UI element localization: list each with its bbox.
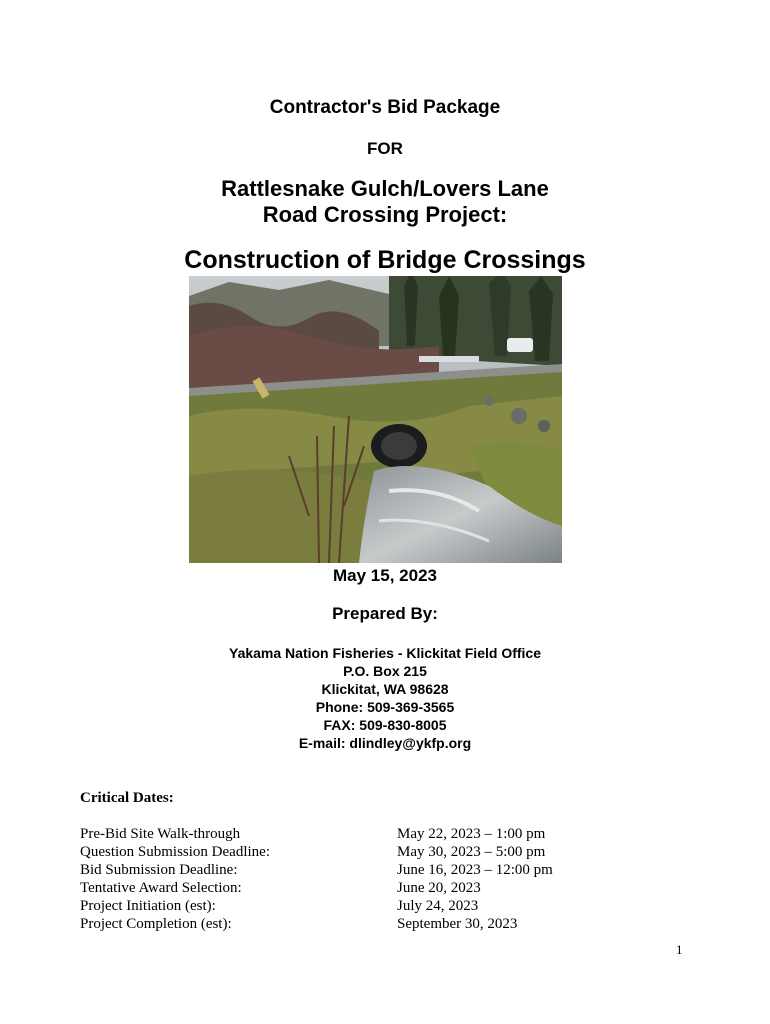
critical-date-row xyxy=(80,844,700,862)
contact-block xyxy=(0,644,770,752)
critical-date-value: September 30, 2023 xyxy=(397,916,518,932)
critical-date-row xyxy=(80,826,700,844)
site-photo xyxy=(189,276,562,563)
critical-date-row xyxy=(80,880,700,898)
critical-date-value: July 24, 2023 xyxy=(397,898,479,914)
contact-fax: FAX: 509-830-8005 xyxy=(323,717,447,733)
contact-po-box: P.O. Box 215 xyxy=(343,663,427,679)
critical-date-value: June 16, 2023 – 12:00 pm xyxy=(397,862,553,878)
critical-date-value: May 30, 2023 – 5:00 pm xyxy=(397,844,546,860)
critical-date-row xyxy=(80,898,700,916)
project-title xyxy=(0,176,770,228)
critical-date-label: Project Completion (est): xyxy=(80,916,232,932)
project-title-line-2: Road Crossing Project: xyxy=(262,202,508,227)
critical-date-label: Tentative Award Selection: xyxy=(80,880,242,896)
package-title: Contractor's Bid Package xyxy=(269,97,501,118)
page-number: 1 xyxy=(676,942,683,957)
prepared-by-label: Prepared By: xyxy=(332,604,438,623)
critical-date-label: Project Initiation (est): xyxy=(80,898,216,914)
critical-date-row xyxy=(80,916,700,934)
for-label: FOR xyxy=(367,139,403,158)
contact-email: E-mail: dlindley@ykfp.org xyxy=(298,735,472,751)
critical-date-value: June 20, 2023 xyxy=(397,880,481,896)
critical-date-label: Question Submission Deadline: xyxy=(80,844,270,860)
project-title-line-1: Rattlesnake Gulch/Lovers Lane xyxy=(221,176,549,201)
contact-city: Klickitat, WA 98628 xyxy=(321,681,449,697)
document-date: May 15, 2023 xyxy=(333,566,437,585)
critical-date-row xyxy=(80,862,700,880)
contact-phone: Phone: 509-369-3565 xyxy=(315,699,455,715)
critical-date-value: May 22, 2023 – 1:00 pm xyxy=(397,826,546,842)
critical-date-label: Pre-Bid Site Walk-through xyxy=(80,826,241,842)
contact-org: Yakama Nation Fisheries - Klickitat Field Office xyxy=(229,645,541,661)
critical-dates-title: Critical Dates: xyxy=(80,790,174,806)
project-subtitle: Construction of Bridge Crossings xyxy=(184,246,586,274)
critical-date-label: Bid Submission Deadline: xyxy=(80,862,238,878)
